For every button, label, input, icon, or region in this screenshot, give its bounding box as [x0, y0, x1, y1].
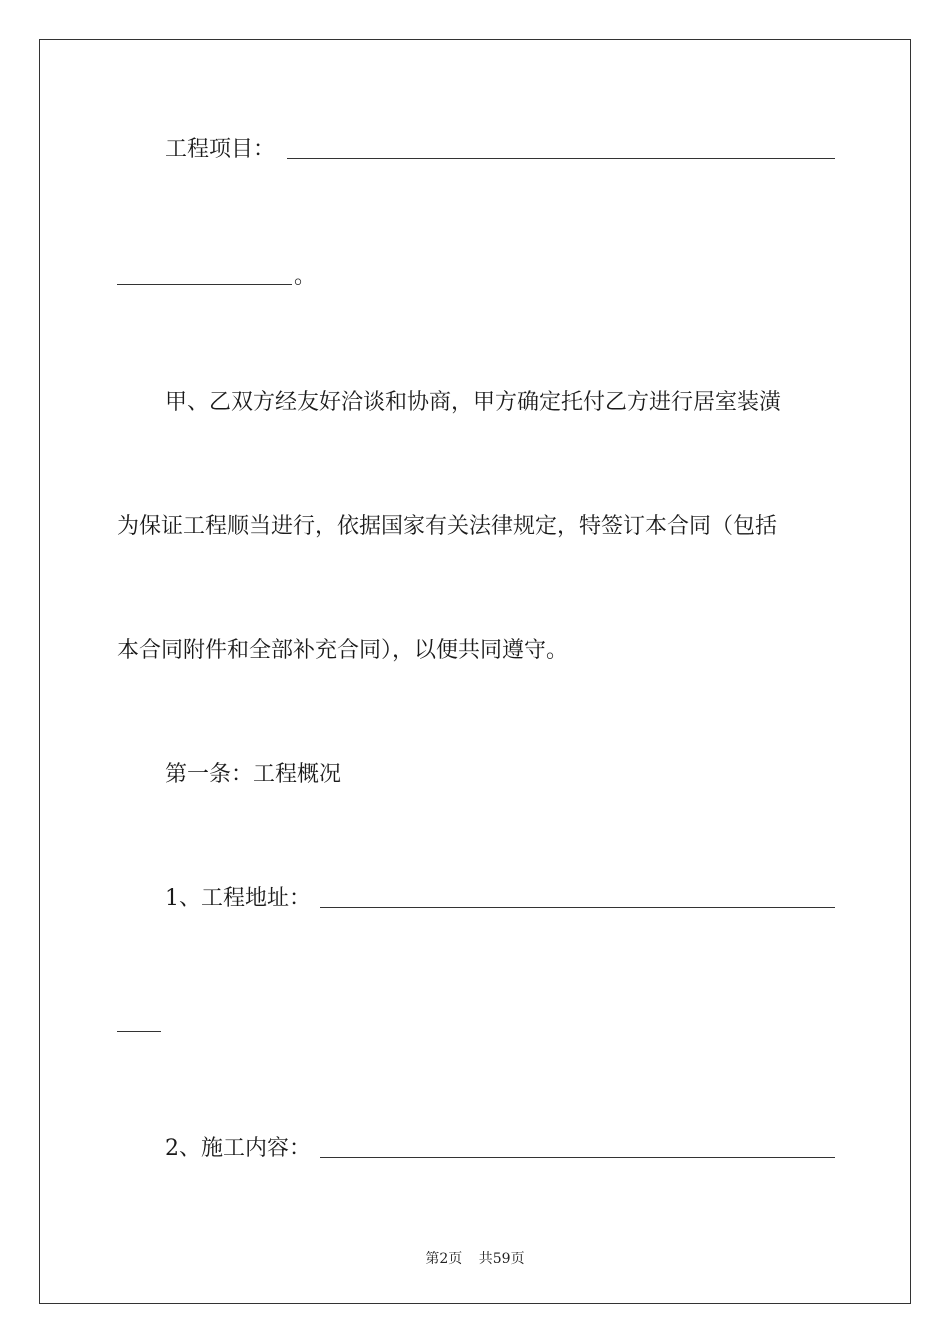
page-total: 共59页 [478, 1251, 525, 1267]
intro-line-2: 为保证工程顺当进行，依据国家有关法律规定，特签订本合同（包括 [117, 514, 778, 539]
intro-line-1: 甲、乙双方经友好洽谈和协商，甲方确定托付乙方进行居室装潢 [165, 390, 782, 415]
page-footer [0, 1248, 950, 1268]
project-blank-cont [117, 283, 292, 285]
project-blank [287, 157, 835, 159]
project-end: 。 [294, 264, 317, 289]
item-1-label: 1、工程地址： [165, 886, 311, 911]
item-2-label: 2、施工内容： [165, 1136, 311, 1161]
address-blank [320, 906, 835, 908]
address-blank-cont [117, 1030, 161, 1032]
content-blank [320, 1156, 835, 1158]
intro-line-3: 本合同附件和全部补充合同），以便共同遵守。 [117, 638, 569, 663]
project-label: 工程项目： [165, 137, 276, 162]
page-border [39, 39, 911, 1304]
article-1-title: 第一条：工程概况 [165, 762, 342, 787]
project-line [165, 135, 275, 165]
page-current: 第2页 [425, 1251, 463, 1267]
